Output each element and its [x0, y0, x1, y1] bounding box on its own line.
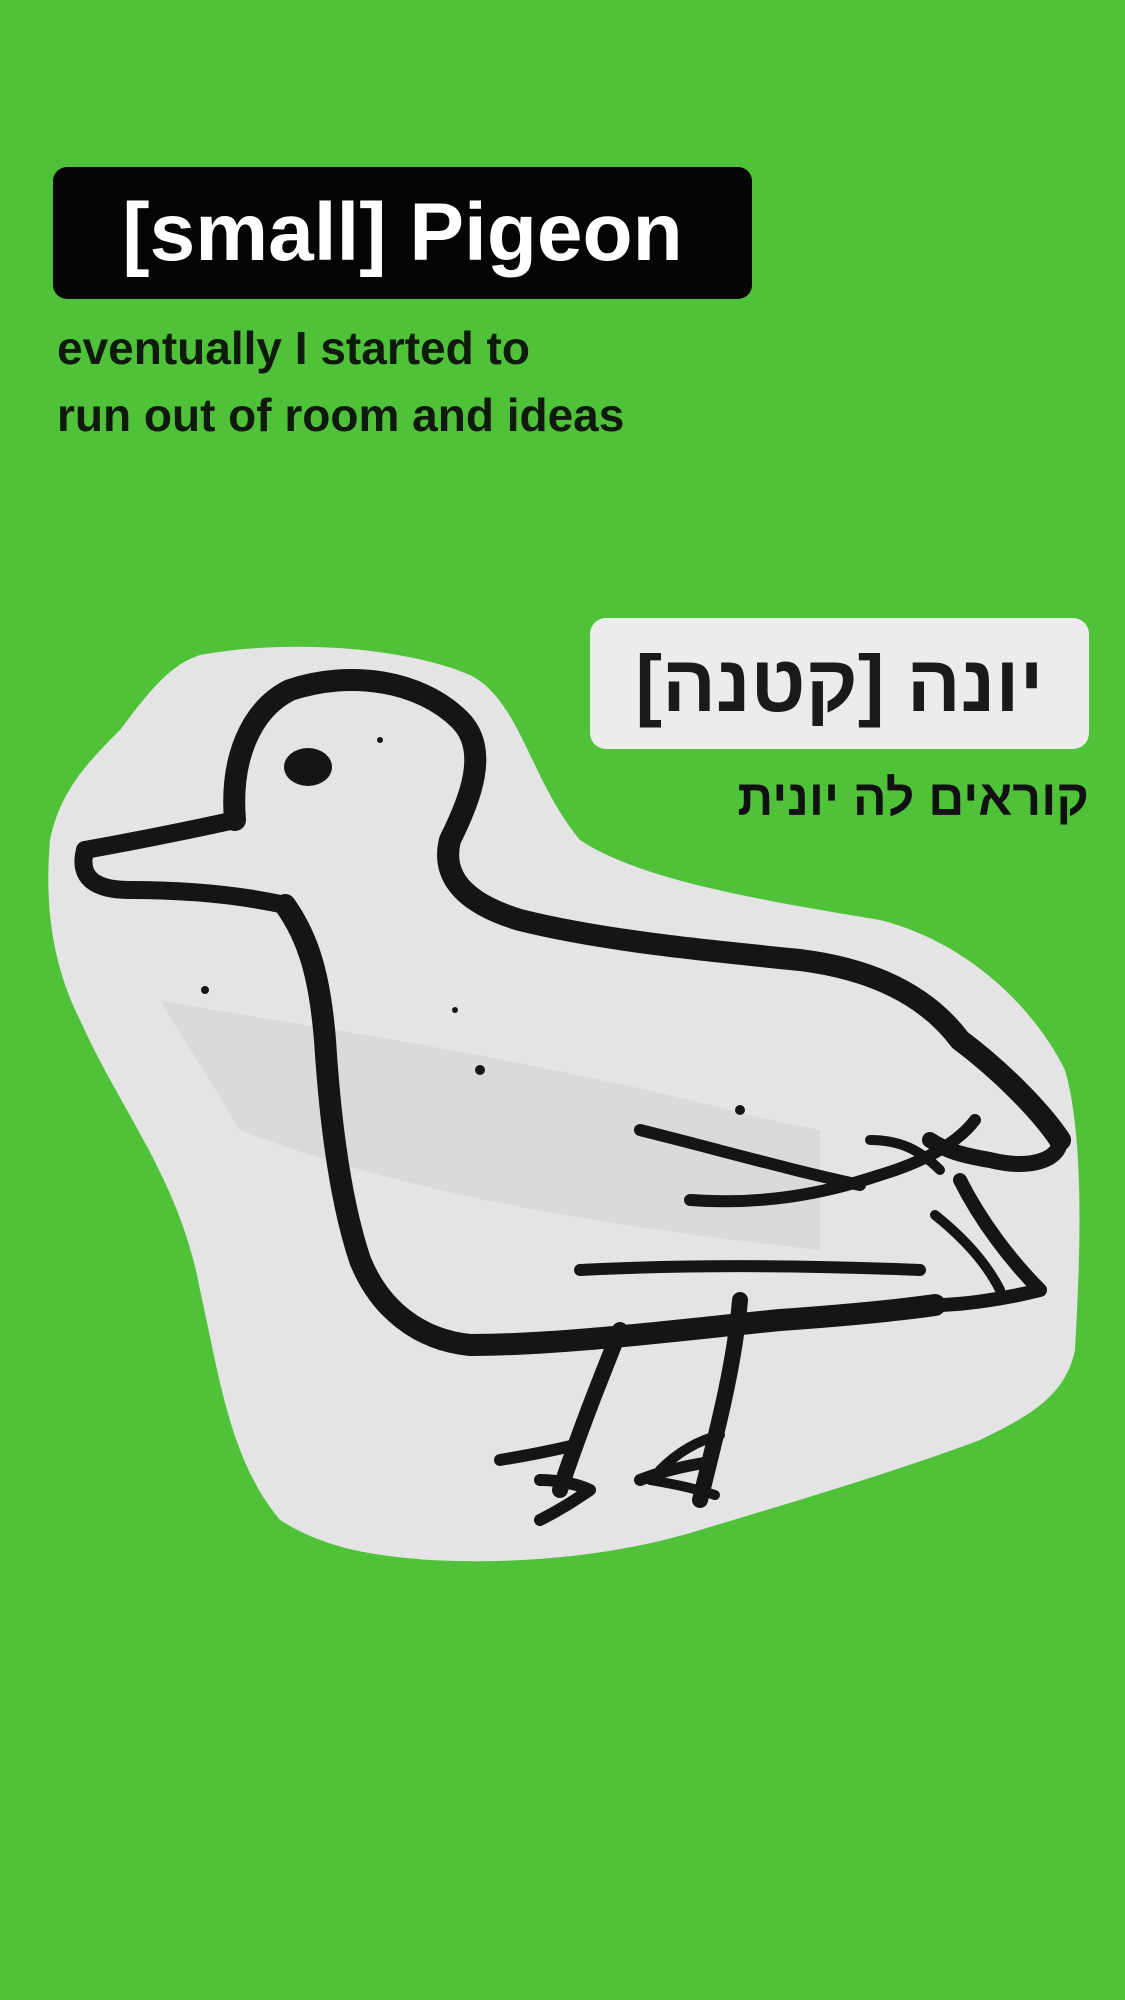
hebrew-subtitle: קוראים לה יונית [737, 770, 1089, 826]
english-subtitle [57, 315, 757, 449]
hebrew-title-label [590, 618, 1089, 749]
english-title-label [53, 167, 752, 299]
english-subtitle-line: eventually I started to [57, 322, 530, 374]
english-title: [small] Pigeon [122, 187, 683, 278]
hebrew-title: יונה [קטנה] [635, 638, 1044, 728]
english-subtitle-line: run out of room and ideas [57, 389, 625, 441]
